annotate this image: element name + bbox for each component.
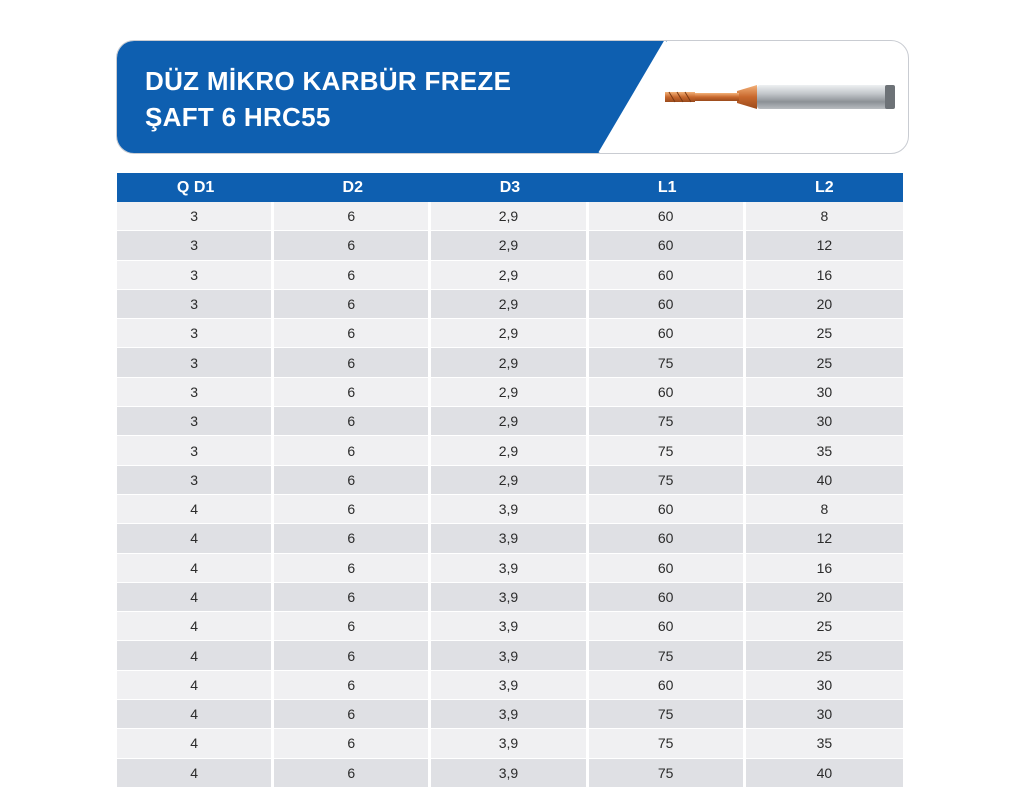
- table-cell: 35: [746, 729, 903, 758]
- table-cell: 6: [274, 407, 431, 436]
- product-banner: [116, 40, 909, 154]
- table-cell: 75: [589, 759, 746, 788]
- table-body: [117, 202, 903, 788]
- table-cell: 4: [117, 671, 274, 700]
- table-cell: 60: [589, 495, 746, 524]
- table-cell: 75: [589, 641, 746, 670]
- table-header-row: [117, 173, 903, 202]
- table-cell: 4: [117, 495, 274, 524]
- table-cell: 12: [746, 524, 903, 553]
- table-cell: 25: [746, 319, 903, 348]
- table-cell: 6: [274, 583, 431, 612]
- table-cell: 75: [589, 700, 746, 729]
- table-cell: 60: [589, 231, 746, 260]
- dimensions-table: [117, 173, 903, 788]
- table-cell: 12: [746, 231, 903, 260]
- table-cell: 60: [589, 583, 746, 612]
- table-cell: 20: [746, 583, 903, 612]
- table-cell: 3: [117, 436, 274, 465]
- table-cell: 60: [589, 290, 746, 319]
- table-cell: 2,9: [431, 436, 588, 465]
- table-cell: 3,9: [431, 759, 588, 788]
- table-cell: 25: [746, 641, 903, 670]
- table-cell: 2,9: [431, 231, 588, 260]
- table-cell: 3: [117, 290, 274, 319]
- table-cell: 6: [274, 612, 431, 641]
- table-cell: 3,9: [431, 495, 588, 524]
- table-cell: 3: [117, 378, 274, 407]
- table-cell: 3,9: [431, 671, 588, 700]
- table-cell: 2,9: [431, 407, 588, 436]
- table-row: [117, 759, 903, 788]
- table-cell: 3: [117, 231, 274, 260]
- table-row: [117, 436, 903, 465]
- table-cell: 6: [274, 319, 431, 348]
- table-cell: 3,9: [431, 700, 588, 729]
- table-cell: 4: [117, 554, 274, 583]
- table-cell: 3: [117, 407, 274, 436]
- table-cell: 8: [746, 202, 903, 231]
- table-row: [117, 641, 903, 670]
- table-cell: 6: [274, 290, 431, 319]
- table-cell: 4: [117, 641, 274, 670]
- table-cell: 60: [589, 319, 746, 348]
- table-cell: 16: [746, 554, 903, 583]
- table-cell: 3: [117, 319, 274, 348]
- table-cell: 6: [274, 759, 431, 788]
- table-cell: 3,9: [431, 583, 588, 612]
- table-row: [117, 348, 903, 377]
- table-cell: 6: [274, 700, 431, 729]
- table-cell: 6: [274, 495, 431, 524]
- table-cell: 2,9: [431, 202, 588, 231]
- title-line-1: DÜZ MİKRO KARBÜR FREZE: [145, 66, 512, 96]
- table-cell: 60: [589, 524, 746, 553]
- table-row: [117, 319, 903, 348]
- table-cell: 40: [746, 759, 903, 788]
- table-cell: 3,9: [431, 729, 588, 758]
- table-cell: 6: [274, 466, 431, 495]
- table-cell: 3: [117, 261, 274, 290]
- table-cell: 6: [274, 524, 431, 553]
- table-cell: 6: [274, 436, 431, 465]
- column-header: Q D1: [117, 173, 274, 202]
- table-cell: 4: [117, 700, 274, 729]
- table-row: [117, 671, 903, 700]
- table-row: [117, 524, 903, 553]
- table-row: [117, 290, 903, 319]
- table-cell: 20: [746, 290, 903, 319]
- table-cell: 30: [746, 407, 903, 436]
- table-row: [117, 261, 903, 290]
- table-cell: 4: [117, 759, 274, 788]
- table-cell: 2,9: [431, 290, 588, 319]
- table-cell: 75: [589, 348, 746, 377]
- table-row: [117, 554, 903, 583]
- table-cell: 60: [589, 554, 746, 583]
- column-header: L1: [589, 173, 746, 202]
- table-cell: 2,9: [431, 466, 588, 495]
- table-cell: 40: [746, 466, 903, 495]
- table-cell: 2,9: [431, 319, 588, 348]
- table-cell: 6: [274, 554, 431, 583]
- table-cell: 6: [274, 348, 431, 377]
- table-cell: 6: [274, 378, 431, 407]
- table-row: [117, 202, 903, 231]
- table-row: [117, 231, 903, 260]
- table-cell: 3: [117, 348, 274, 377]
- page-title: [145, 63, 511, 135]
- table-row: [117, 583, 903, 612]
- table-cell: 6: [274, 729, 431, 758]
- column-header: L2: [746, 173, 903, 202]
- table-cell: 35: [746, 436, 903, 465]
- table-cell: 3,9: [431, 554, 588, 583]
- table-cell: 60: [589, 612, 746, 641]
- table-cell: 6: [274, 202, 431, 231]
- table-cell: 3,9: [431, 641, 588, 670]
- title-line-2: ŞAFT 6 HRC55: [145, 102, 331, 132]
- table-cell: 8: [746, 495, 903, 524]
- table-row: [117, 729, 903, 758]
- table-row: [117, 612, 903, 641]
- table-cell: 4: [117, 612, 274, 641]
- table-cell: 2,9: [431, 261, 588, 290]
- table-cell: 25: [746, 612, 903, 641]
- table-cell: 3,9: [431, 524, 588, 553]
- dimensions-table-container: [117, 173, 903, 788]
- table-cell: 75: [589, 466, 746, 495]
- table-cell: 2,9: [431, 348, 588, 377]
- table-row: [117, 407, 903, 436]
- table-cell: 75: [589, 407, 746, 436]
- table-cell: 60: [589, 261, 746, 290]
- table-cell: 30: [746, 378, 903, 407]
- table-cell: 30: [746, 671, 903, 700]
- table-cell: 2,9: [431, 378, 588, 407]
- table-cell: 75: [589, 729, 746, 758]
- table-cell: 30: [746, 700, 903, 729]
- table-cell: 4: [117, 583, 274, 612]
- carbide-micro-end-mill-image: [645, 71, 905, 121]
- table-cell: 6: [274, 261, 431, 290]
- table-row: [117, 495, 903, 524]
- table-cell: 16: [746, 261, 903, 290]
- column-header: D2: [274, 173, 431, 202]
- table-cell: 3,9: [431, 612, 588, 641]
- table-cell: 75: [589, 436, 746, 465]
- table-cell: 6: [274, 231, 431, 260]
- table-cell: 25: [746, 348, 903, 377]
- column-header: D3: [431, 173, 588, 202]
- table-row: [117, 700, 903, 729]
- table-cell: 3: [117, 202, 274, 231]
- table-row: [117, 466, 903, 495]
- table-cell: 6: [274, 671, 431, 700]
- table-cell: 60: [589, 378, 746, 407]
- table-row: [117, 378, 903, 407]
- table-cell: 60: [589, 671, 746, 700]
- table-cell: 4: [117, 729, 274, 758]
- table-cell: 3: [117, 466, 274, 495]
- table-cell: 6: [274, 641, 431, 670]
- table-cell: 60: [589, 202, 746, 231]
- table-cell: 4: [117, 524, 274, 553]
